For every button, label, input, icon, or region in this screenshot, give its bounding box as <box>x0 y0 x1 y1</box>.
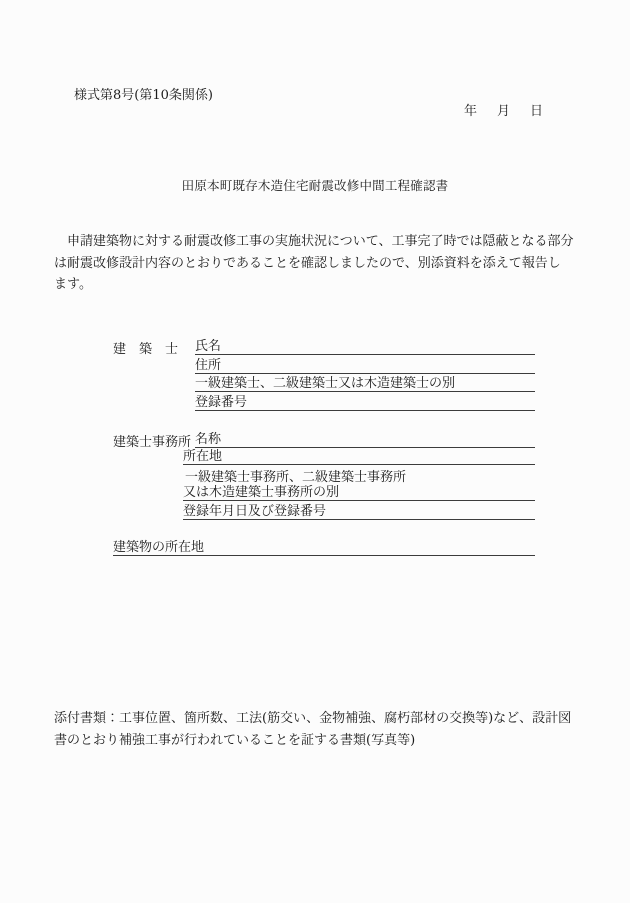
architect-name-row <box>195 338 535 355</box>
day-label: 日 <box>530 104 544 119</box>
month-label: 月 <box>497 104 511 119</box>
form-number: 様式第8号(第10条関係) <box>74 88 213 103</box>
field-label: 所在地 <box>183 449 223 464</box>
office-section-label: 建築士事務所 <box>113 435 192 450</box>
building-location-row <box>113 539 535 556</box>
architect-section-label: 建 築 士 <box>113 342 179 357</box>
field-label: 建築物の所在地 <box>113 540 205 555</box>
architect-class-row <box>195 375 535 392</box>
field-label: 氏名 <box>195 339 222 354</box>
attachments-line: 書のとおり補強工事が行われていることを証する書類(写真等) <box>54 732 416 748</box>
attachments-note <box>54 708 575 751</box>
date-line <box>464 100 543 119</box>
body-line: は耐震改修設計内容のとおりであることを確認しましたので、別添資料を添えて報告し <box>54 255 561 271</box>
office-address-row <box>183 448 535 465</box>
field-label: 一級建築士事務所、二級建築士事務所 <box>185 470 407 485</box>
office-class-row <box>183 470 535 501</box>
architect-address-row <box>195 357 535 374</box>
office-registration-row <box>183 503 535 520</box>
field-label: 一級建築士、二級建築士又は木造建築士の別 <box>195 376 456 391</box>
attachments-line: 添付書類：工事位置、箇所数、工法(筋交い、金物補強、腐朽部材の交換等)など、設計図 <box>54 711 572 726</box>
field-label: 又は木造建築士事務所の別 <box>183 485 535 501</box>
year-label: 年 <box>464 104 478 119</box>
document-title: 田原本町既存木造住宅耐震改修中間工程確認書 <box>181 178 449 193</box>
office-name-row <box>195 431 535 448</box>
body-paragraph <box>54 231 575 296</box>
body-line: 申請建築物に対する耐震改修工事の実施状況について、工事完了時では隠蔽となる部分 <box>67 234 574 249</box>
body-line: ます。 <box>54 277 92 292</box>
field-label: 名称 <box>195 432 222 447</box>
field-label: 登録番号 <box>195 395 248 410</box>
field-label: 住所 <box>195 358 222 373</box>
architect-registration-number-row <box>195 394 535 411</box>
field-label: 登録年月日及び登録番号 <box>183 504 327 519</box>
